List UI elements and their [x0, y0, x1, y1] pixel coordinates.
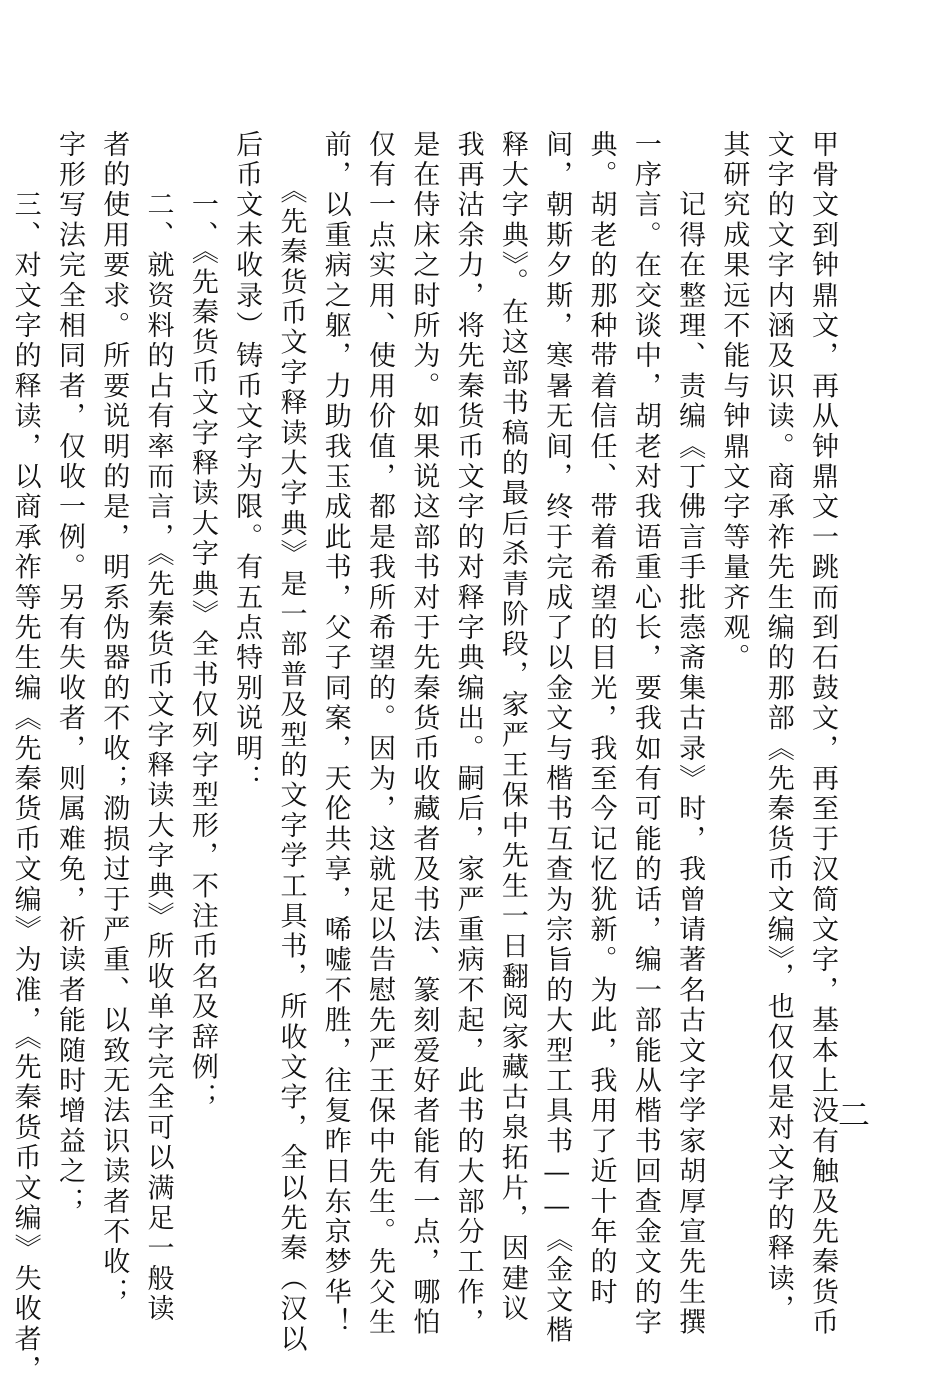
text-line: 仅有一点实用、使用价值，都是我所希望的。因为，这就足以告慰先严王保中先生。先父生	[364, 130, 396, 1338]
text-line: 后币文未收录）铸币文字为限。有五点特别说明：	[231, 130, 263, 795]
text-line: 其研究成果远不能与钟鼎文字等量齐观。	[718, 130, 750, 674]
text-line: 是在侍床之时所为。如果说这部书对于先秦货币收藏者及书法、篆刻爱好者能有一点，哪怕	[408, 130, 440, 1338]
text-line: 释大字典》。在这部书稿的最后杀青阶段，家严王保中先生一日翻阅家藏古泉拓片，因建议	[496, 130, 528, 1325]
text-line: 间，朝斯夕斯，寒暑无间，终于完成了以金文与楷书互查为宗旨的大型工具书——《金文楷	[541, 130, 573, 1346]
page-number: 二	[833, 1098, 871, 1132]
text-line: 文字的文字内涵及识读。商承祚先生编的那部《先秦货币文编》，也仅仅是对文字的释读，	[762, 130, 794, 1325]
text-line: 者的使用要求。所要说明的是，明系伪器的不收；泐损过于严重、以致无法识读者不收；	[98, 130, 130, 1308]
text-line: 我再沽余力，将先秦货币文字的对释字典编出。嗣后，家严重病不起，此书的大部分工作，	[452, 130, 484, 1338]
text-line: 前，以重病之躯，力助我玉成此书，父子同案，天伦共享，唏嘘不胜，往复昨日东京梦华！	[319, 130, 351, 1338]
body-text	[0, 130, 844, 1385]
text-line: 一、《先秦货币文字释读大字典》全书仅列字型形，不注币名及辞例；	[186, 130, 218, 1114]
text-line: 甲骨文到钟鼎文，再从钟鼎文一跳而到石鼓文，再至于汉简文字，基本上没有触及先秦货币	[807, 130, 838, 1338]
text-line: 记得在整理、责编《丁佛言手批悫斋集古录》时，我曾请著名古文字学家胡厚宣先生撰	[674, 130, 706, 1338]
text-line: 典。胡老的那种带着信任、带着希望的目光，我至今记忆犹新。为此，我用了近十年的时	[585, 130, 617, 1308]
text-line: 三、对文字的释读，以商承祚等先生编《先秦货币文编》为准，《先秦货币文编》失收者，	[9, 130, 41, 1385]
text-line: 二、就资料的占有率而言，《先秦货币文字释读大字典》所收单字完全可以满足一般读	[142, 130, 174, 1325]
text-line: 《先秦货币文字释读大字典》是一部普及型的文字学工具书，所收文字，全以先秦（汉以	[275, 130, 307, 1355]
text-line: 一序言。在交谈中，胡老对我语重心长，要我如有可能的话，编一部能从楷书回查金文的字	[629, 130, 661, 1338]
text-line: 字形写法完全相同者，仅收一例。另有失收者，则属难免，祈读者能随时增益之；	[53, 130, 85, 1218]
